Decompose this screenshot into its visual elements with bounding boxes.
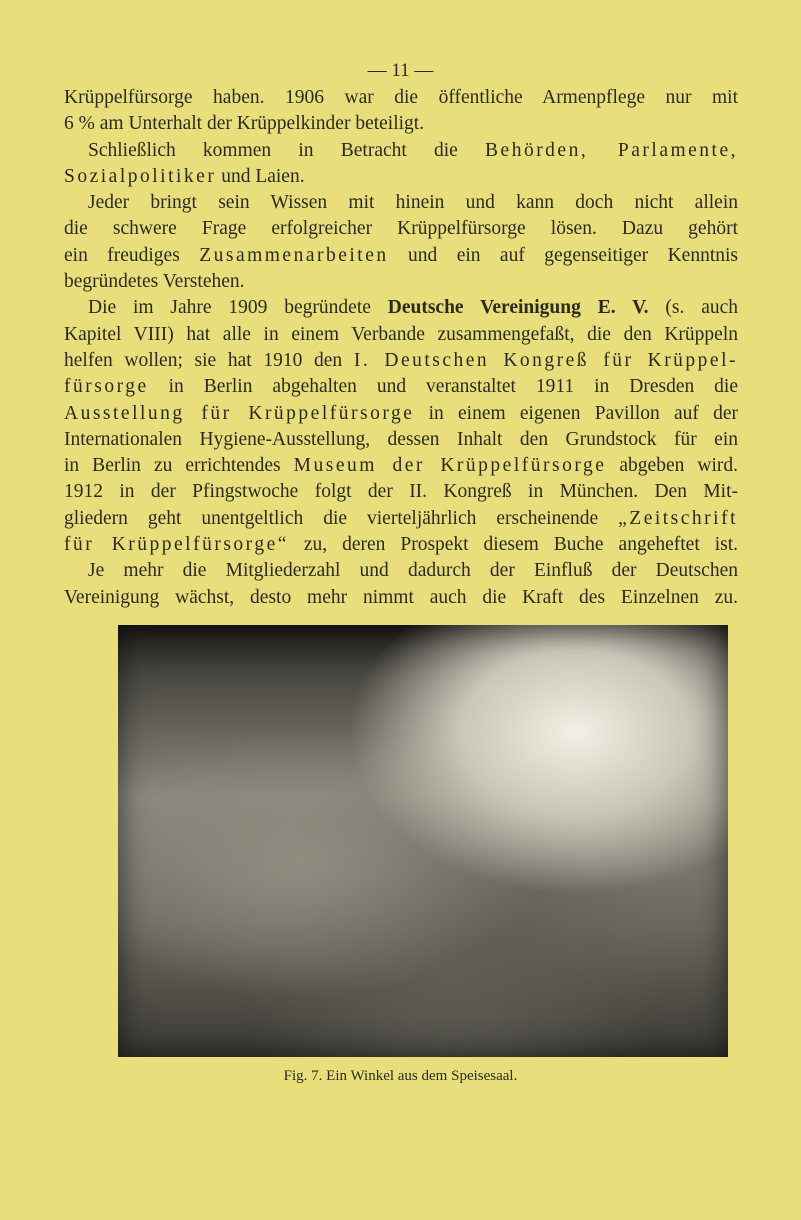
text-line [64, 453, 738, 479]
spaced-text: Sozialpolitiker [64, 165, 217, 187]
text-line [64, 374, 738, 400]
text-line [64, 243, 738, 269]
text-line [64, 348, 738, 374]
figure-caption: Fig. 7. Ein Winkel aus dem Speisesaal. [283, 1068, 518, 1084]
text-line [64, 532, 738, 558]
photograph-dining-hall [118, 625, 728, 1057]
text-line: Vereinigung wächst, desto mehr nimmt auch die Kraft des Einzelnen zu. [64, 586, 738, 608]
spaced-text: Ausstellung für Krüppelfürsorge [64, 402, 415, 424]
text-line: die schwere Frage erfolgreicher Krüppelfürsorge lösen. Dazu gehört [64, 218, 738, 240]
text-span: in Berlin zu errichtendes [64, 455, 281, 477]
spaced-text: „Zeitschrift [618, 507, 738, 529]
text-line: Je mehr die Mitgliederzahl und dadurch der Einfluß der Deutschen [88, 560, 738, 582]
text-line: Krüppelfürsorge haben. 1906 war die öffentliche Armenpflege nur mit [64, 87, 738, 108]
text-span: helfen wollen; sie hat 1910 den [64, 349, 343, 371]
spaced-text: Zusammenarbeiten [199, 244, 389, 266]
text-span: Schließlich kommen in Betracht die [88, 139, 458, 161]
text-line [64, 401, 738, 427]
text-span: und Laien. [221, 165, 305, 187]
text-line: Internationalen Hygiene-Ausstellung, dessen Inhalt den Grundstock für ein [64, 428, 738, 450]
text-span: (s. auch [665, 297, 739, 319]
text-line [64, 138, 738, 164]
text-span: Die im Jahre 1909 begründete [88, 297, 371, 319]
spaced-text: Museum der Krüppelfürsorge [293, 455, 607, 477]
text-line: 6 % am Unterhalt der Krüppelkinder beteiligt. [64, 113, 425, 135]
text-line: Jeder bringt sein Wissen mit hinein und kann doch nicht allein [88, 192, 738, 214]
spaced-text: I. Deutschen Kongreß für Krüppel- [353, 349, 738, 371]
page-number: — 11 — [367, 60, 434, 81]
text-line [64, 506, 738, 532]
text-span: in Berlin abgehalten und veranstaltet 1911 in Dresden die [168, 376, 739, 398]
text-span: in einem eigenen Pavillon auf der [428, 402, 739, 424]
bold-text: Deutsche Vereinigung E. V. [387, 297, 649, 319]
spaced-text: für Krüppelfürsorge“ [64, 534, 289, 556]
text-line: Kapitel VIII) hat alle in einem Verbande zusammengefaßt, die den Krüppeln [64, 323, 738, 345]
body-text [64, 85, 738, 611]
text-span: und ein auf gegenseitiger Kenntnis [408, 244, 738, 266]
text-span: abgeben wird. [619, 455, 738, 477]
text-span: ein freudiges [64, 244, 180, 266]
spaced-text: Behörden, Parlamente, [485, 139, 739, 161]
text-line: begründetes Verstehen. [64, 271, 245, 293]
text-span: zu, deren Prospekt diesem Buche angeheftet ist. [303, 534, 738, 556]
text-line: 1912 in der Pfingstwoche folgt der II. Kongreß in München. Den Mit- [64, 481, 738, 503]
text-span: gliedern geht unentgeltlich die vierteljährlich erscheinende [64, 507, 599, 529]
text-line [64, 295, 738, 321]
spaced-text: fürsorge [64, 376, 149, 398]
text-line [64, 164, 738, 190]
